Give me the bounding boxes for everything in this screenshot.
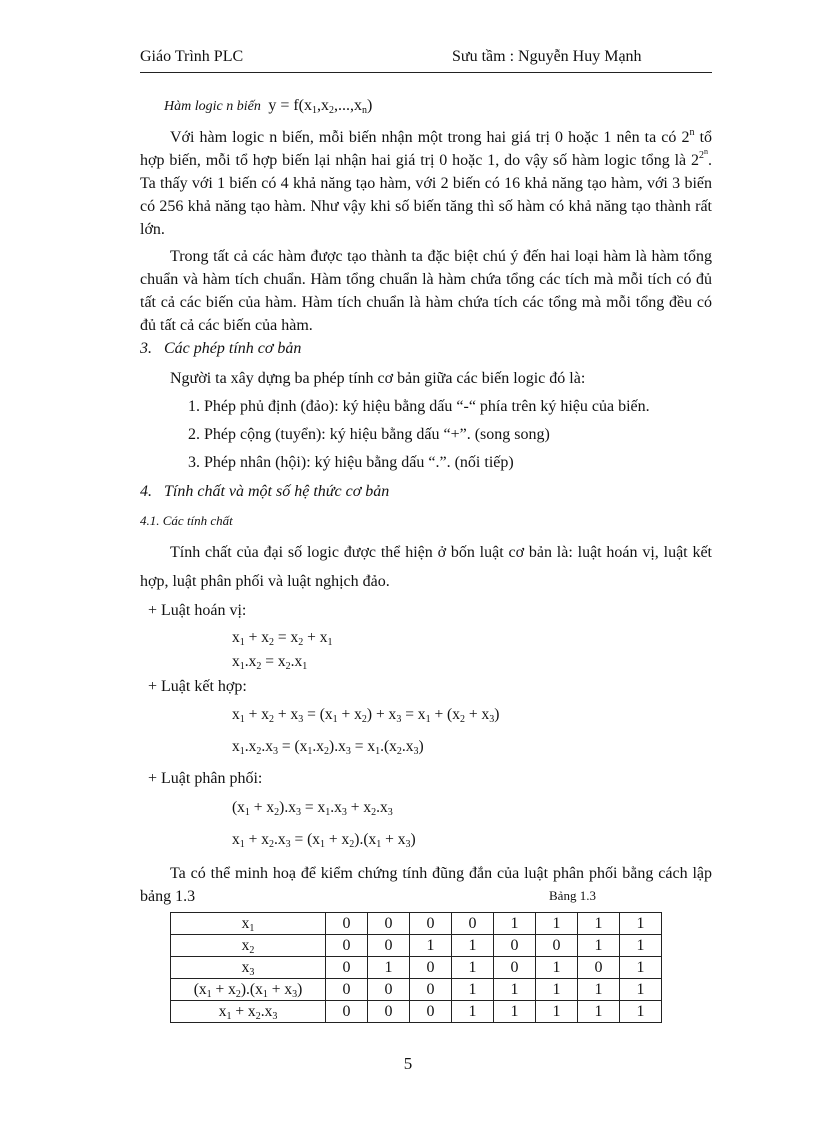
section-3-intro: Người ta xây dựng ba phép tính cơ bản giữa các biến logic đó là: (170, 370, 586, 387)
table-row (171, 935, 662, 957)
function-label: Hàm logic n biến (164, 99, 261, 114)
row-label-x1: $x_1$ (171, 913, 326, 935)
table-cell: 1 (578, 913, 620, 935)
table-cell: 0 (494, 935, 536, 957)
table-cell: 1 (494, 913, 536, 935)
table-cell: 1 (452, 957, 494, 979)
function-formula: $y = f(x_1,x_2,...,x_n)$ (264, 97, 373, 116)
table-cell: 1 (368, 957, 410, 979)
page-number: 5 (403, 1054, 413, 1073)
table-cell: 1 (620, 913, 662, 935)
formula-distributive-2: $x_1 + x_2.x_3 = (x_1 + x_2).(x_1 + x_3)$ (232, 831, 416, 850)
table-cell: 1 (536, 1001, 578, 1023)
section-3-heading (140, 340, 301, 358)
para1-part-b: tổ hợp biến, mỗi tổ hợp biến lại nhận hai giá trị 0 hoặc 1, do vậy số hàm logic (140, 129, 713, 169)
header-right-author: Sưu tầm : Nguyễn Huy Mạnh (452, 48, 642, 65)
paragraph-1: Với hàm logic n biến, mỗi biến nhận một trong hai giá trị 0 hoặc 1 nên ta có 2$^n$ tổ hợp biến, mỗi tổ hợp biến lại nhận hai giá trị 0 hoặc 1, do vậy số hàm logic tổng là $2^{2^n}$. Ta thấy với 1 biến có 4 khả năng tạo hàm, với 2 biến có 16 khả năng tạo hàm, với 3 biến có 256 khả năng tạo hàm. Như vậy khi số biến tăng thì số hàm có khả năng tạo thành rất lớn. (140, 127, 713, 238)
law-distributive-label: + Luật phân phối: (148, 770, 263, 787)
formula-associative-sum: $x_1 + x_2 + x_3 = (x_1 + x_2) + x_3 = x_1 + (x_2 + x_3)$ (232, 706, 500, 725)
table-cell: 1 (578, 935, 620, 957)
table-cell: 1 (494, 1001, 536, 1023)
table-cell: 0 (326, 1001, 368, 1023)
table-cell: 1 (452, 979, 494, 1001)
ops-item-1: 1. Phép phủ định (đảo): ký hiệu bằng dấu “-“ phía trên ký hiệu của biến. (188, 398, 650, 415)
row-label-x2: $x_2$ (171, 935, 326, 957)
table-cell: 1 (620, 1001, 662, 1023)
table-cell: 0 (368, 935, 410, 957)
table-cell: 0 (368, 913, 410, 935)
formula-distributive-1: $(x_1 + x_2).x_3 = x_1.x_3 + x_2.x_3$ (232, 799, 393, 818)
table-caption: Bảng 1.3 (549, 888, 596, 903)
ops-item-3: 3. Phép nhân (hội): ký hiệu bằng dấu “.”. (nối tiếp) (188, 454, 514, 471)
table-cell: 0 (494, 957, 536, 979)
table-cell: 0 (536, 935, 578, 957)
para1-part-d: . Ta thấy với 1 biến có 4 khả năng tạo hàm, với 2 biến có 16 khả năng tạo hàm, với 3 biến có 256 khả năng tạo hàm. Như vậy khi số biến tăng thì số hàm có khả năng tạo thành rất lớn. (140, 152, 713, 238)
header-left-title: Giáo Trình PLC (140, 48, 244, 65)
table-cell: 0 (326, 957, 368, 979)
table-cell: 0 (452, 913, 494, 935)
table-cell: 1 (620, 957, 662, 979)
table-cell: 1 (620, 979, 662, 1001)
section-3-title: Các phép tính cơ bản (164, 340, 302, 357)
section-4-title: Tính chất và một số hệ thức cơ bản (164, 483, 390, 500)
subsection-4-1-heading: 4.1. Các tính chất (140, 513, 233, 528)
table-cell: 1 (452, 1001, 494, 1023)
table-row (171, 979, 662, 1001)
table-cell: 1 (410, 935, 452, 957)
paragraph-3: Tính chất của đại số logic được thể hiện ở bốn luật cơ bản là: luật hoán vị, luật kết hợp, luật phân phối và luật nghịch đảo. (140, 544, 712, 590)
table-row (171, 1001, 662, 1023)
truth-table (170, 912, 662, 1023)
table-cell: 0 (410, 1001, 452, 1023)
table-cell: 0 (368, 1001, 410, 1023)
formula-commutative-sum: $x_1 + x_2 = x_2 + x_1$ (232, 629, 333, 648)
table-row (171, 913, 662, 935)
ops-item-2: 2. Phép cộng (tuyển): ký hiệu bằng dấu “+”. (song song) (188, 426, 550, 443)
table-cell: 0 (578, 957, 620, 979)
table-cell: 0 (410, 979, 452, 1001)
para1-part-a: Với hàm logic n biến, mỗi biến nhận một trong hai giá trị 0 hoặc 1 nên ta có (170, 129, 677, 146)
paragraph-4: Ta có thể minh hoạ để kiểm chứng tính đũng đắn của luật phân phối bằng cách lập bảng 1.3 (140, 865, 712, 905)
section-4-heading (140, 483, 389, 501)
row-label-x3: $x_3$ (171, 957, 326, 979)
row-label-sum-of-product: $x_1 + x_2.x_3$ (171, 1001, 326, 1023)
table-cell: 0 (410, 913, 452, 935)
section-4-number: 4. (140, 483, 152, 500)
table-cell: 0 (410, 957, 452, 979)
page-header (140, 48, 712, 73)
function-definition (164, 97, 372, 115)
table-cell: 1 (452, 935, 494, 957)
table-cell: 0 (368, 979, 410, 1001)
table-cell: 0 (326, 935, 368, 957)
formula-associative-product: $x_1.x_2.x_3 = (x_1.x_2).x_3 = x_1.(x_2.x_3)$ (232, 738, 424, 757)
table-cell: 1 (536, 957, 578, 979)
formula-commutative-product: $x_1.x_2 = x_2.x_1$ (232, 653, 308, 672)
law-commutative-label: + Luật hoán vị: (148, 602, 247, 619)
paragraph-2: Trong tất cả các hàm được tạo thành ta đặc biệt chú ý đến hai loại hàm là hàm tổng chuẩn và hàm tích chuẩn. Hàm tổng chuẩn là hàm chứa tổng các tích mà mỗi tích có đủ tất cả các biến của hàm. Hàm tích chuẩn là hàm chứa tích các tổng mà mỗi tổng đều có đủ tất cả các biến của hàm. (140, 248, 712, 334)
section-3-number: 3. (140, 340, 152, 357)
table-cell: 1 (578, 979, 620, 1001)
para1-part-c: tổng là (641, 152, 687, 169)
row-label-product-of-sums: $(x_1 + x_2).(x_1 + x_3)$ (171, 979, 326, 1001)
table-cell: 1 (536, 913, 578, 935)
table-cell: 1 (578, 1001, 620, 1023)
table-cell: 0 (326, 979, 368, 1001)
law-associative-label: + Luật kết hợp: (148, 678, 247, 695)
table-row (171, 957, 662, 979)
table-cell: 1 (536, 979, 578, 1001)
table-cell: 1 (494, 979, 536, 1001)
table-cell: 1 (620, 935, 662, 957)
table-cell: 0 (326, 913, 368, 935)
